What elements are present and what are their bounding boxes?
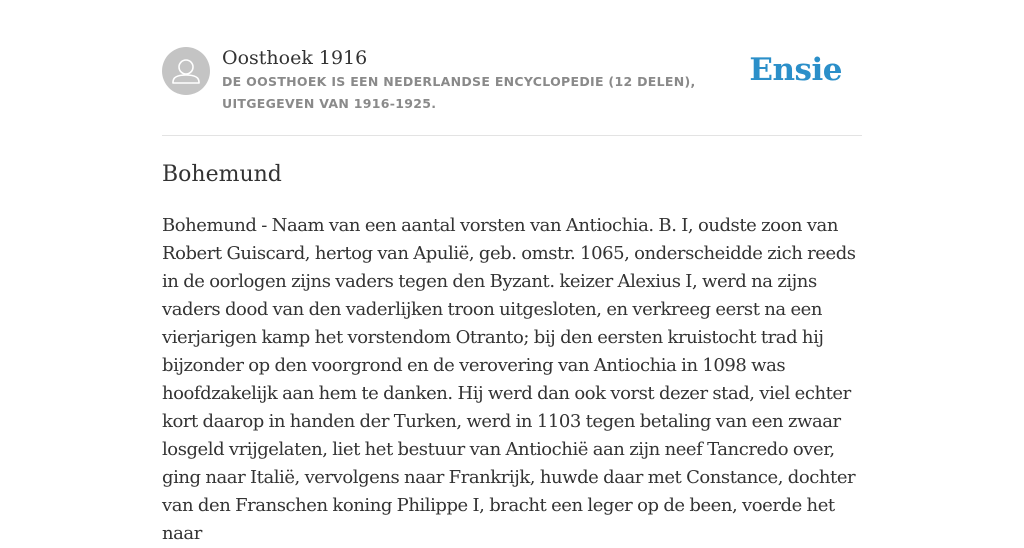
source-title[interactable]: Oosthoek 1916 — [222, 47, 368, 69]
source-description: DE OOSTHOEK IS EEN NEDERLANDSE ENCYCLOPEDIE (12 DELEN), UITGEGEVEN VAN 1916-1925. — [222, 74, 696, 111]
source-avatar[interactable] — [162, 47, 210, 95]
source-header — [162, 44, 862, 136]
entry-body: Bohemund - Naam van een aantal vorsten van Antiochia. B. I, oudste zoon van Robert Guiscard, hertog van Apulië, geb. omstr. 1065, onderscheidde zich reeds in de oorlogen zijns vaders tegen den Byzant. keizer Alexius I, werd na zijns vaders dood van den vaderlijken troon uitgesloten, en verkreeg eerst na een vierjarigen kamp het vorstendom Otranto; bij den eersten kruistocht trad hij bijzonder op den voorgrond en de verovering van Antiochia in 1098 was hoofdzakelijk aan hem te danken. Hij werd dan ook vorst dezer stad, viel echter kort daarop in handen der Turken, werd in 1103 tegen betaling van een zwaar losgeld vrijgelaten, liet het bestuur van Antiochië aan zijn neef Tancredo over, ging naar Italië, vervolgens naar Frankrijk, huwde daar met Constance, dochter van den Franschen koning Philippe I, bracht een leger op de been, voerde het naar — [162, 215, 856, 544]
header-divider — [162, 135, 862, 136]
ensie-logo-link[interactable]: Ensie — [749, 52, 842, 88]
entry-title: Bohemund — [162, 162, 282, 187]
user-icon — [162, 47, 210, 95]
